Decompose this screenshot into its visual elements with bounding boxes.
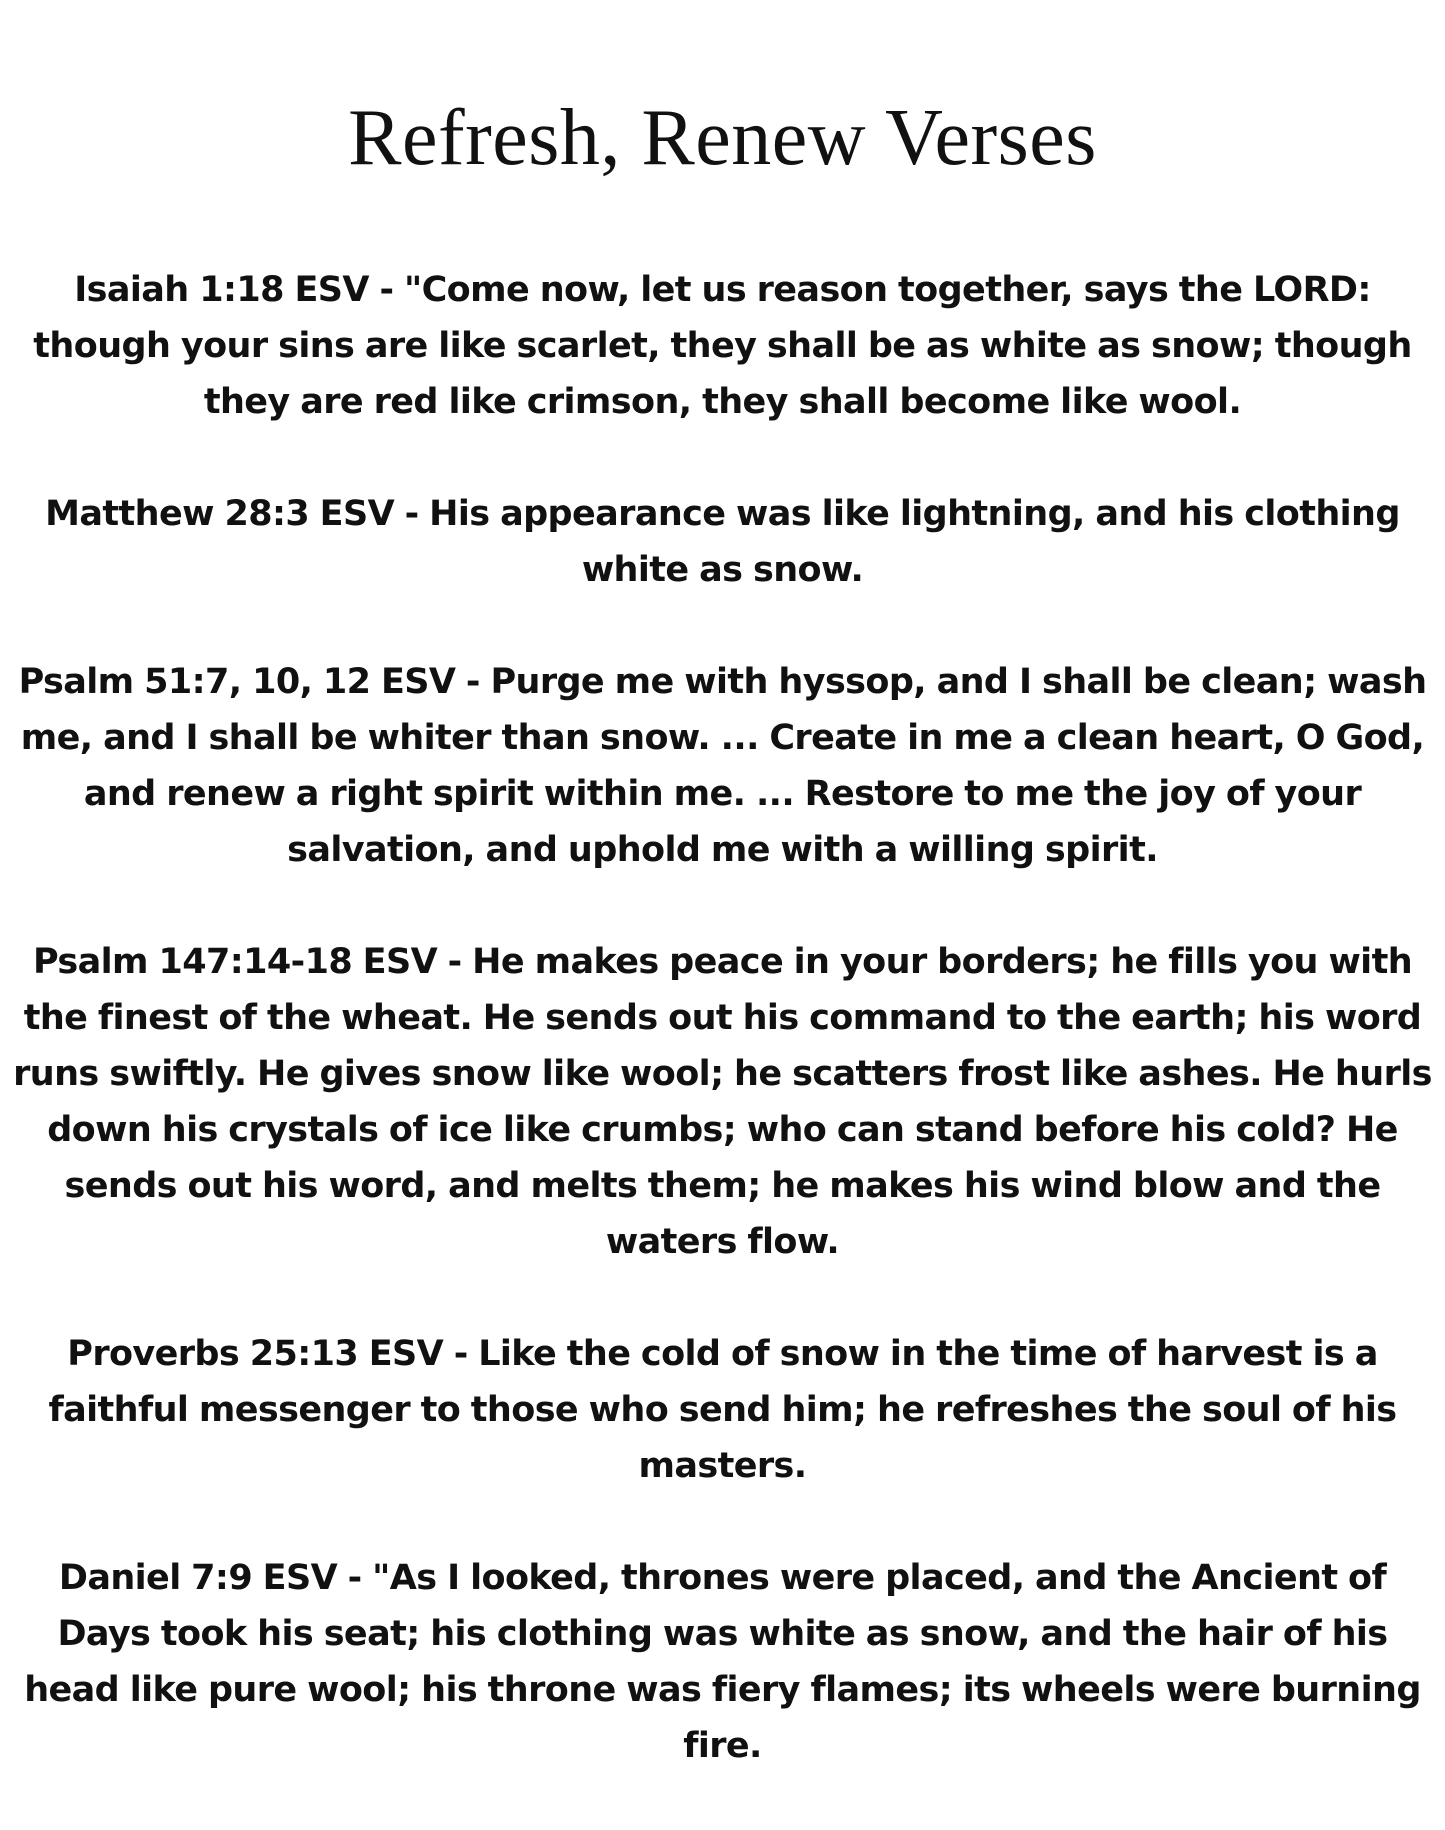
verse-matthew-28-3: Matthew 28:3 ESV - His appearance was like lightning, and his clothing white as snow. <box>45 494 1400 590</box>
verse-proverbs-25-13: Proverbs 25:13 ESV - Like the cold of snow in the time of harvest is a faithful messenger to those who send him; he refreshes the soul of his masters. <box>48 1334 1397 1486</box>
verse-psalm-147: Psalm 147:14-18 ESV - He makes peace in your borders; he fills you with the finest of the wheat. He sends out his command to the earth; his word runs swiftly. He gives snow like wool; he scatters frost like ashes. He hurls down his crystals of ice like crumbs; who can stand before his cold? He sends out his word, and melts them; he makes his wind blow and the waters flow. <box>13 942 1432 1262</box>
verse-list <box>12 262 1433 1830</box>
verse-daniel-7-9: Daniel 7:9 ESV - "As I looked, thrones were placed, and the Ancient of Days took his seat; his clothing was white as snow, and the hair of his head like pure wool; his throne was fiery flames; its wheels were burning fire. <box>24 1558 1421 1766</box>
verse-psalm-51: Psalm 51:7, 10, 12 ESV - Purge me with hyssop, and I shall be clean; wash me, and I shall be whiter than snow. ... Create in me a clean heart, O God, and renew a right spirit within me. ... Restore to me the joy of your salvation, and uphold me with a willing spirit. <box>18 662 1427 870</box>
page-title: Refresh, Renew Verses <box>348 94 1097 182</box>
verse-isaiah-1-18: Isaiah 1:18 ESV - "Come now, let us reason together, says the LORD: though your sins are like scarlet, they shall be as white as snow; though they are red like crimson, they shall become like wool. <box>33 270 1412 422</box>
